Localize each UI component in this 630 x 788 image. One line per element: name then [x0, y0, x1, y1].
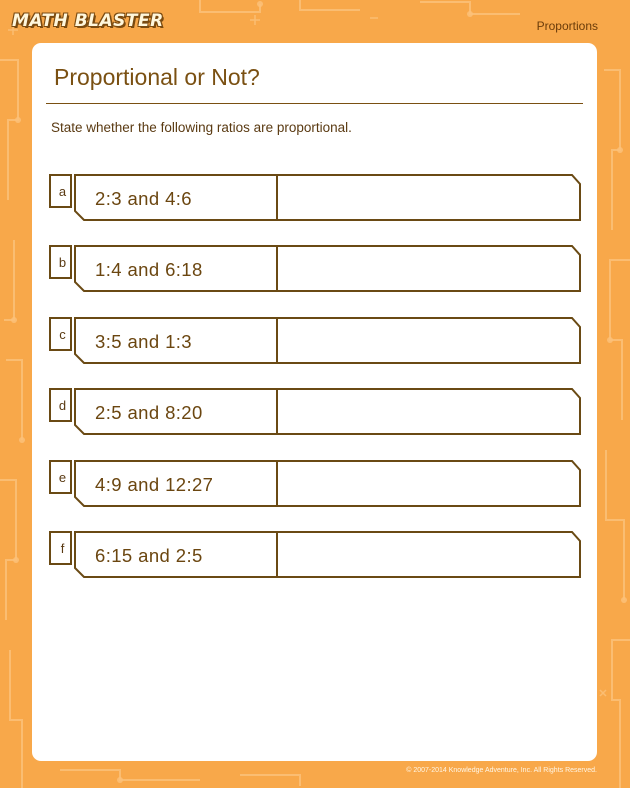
question-letter: d: [58, 398, 67, 413]
question-item-b: [49, 245, 581, 293]
question-letter: f: [60, 541, 65, 556]
question-letter-box: [49, 531, 72, 565]
topic-label: Proportions: [536, 19, 598, 33]
logo-text: MATH BLASTER: [12, 11, 164, 31]
answer-field[interactable]: [282, 463, 572, 505]
question-letter-box: [49, 388, 72, 422]
question-letter: b: [58, 255, 67, 270]
question-item-c: [49, 317, 581, 365]
instruction-text: State whether the following ratios are proportional.: [51, 120, 352, 135]
ratio-text: 2:5 and 8:20: [95, 402, 203, 423]
question-letter: c: [59, 327, 66, 342]
answer-field[interactable]: [282, 320, 572, 362]
answer-field[interactable]: [282, 248, 572, 290]
ratio-text: 2:3 and 4:6: [95, 188, 192, 209]
copyright-text: © 2007-2014 Knowledge Adventure, Inc. All Rights Reserved.: [406, 767, 597, 774]
math-blaster-logo: [12, 9, 164, 33]
question-letter-box: [49, 245, 72, 279]
question-item-f: [49, 531, 581, 579]
ratio-text: 1:4 and 6:18: [95, 259, 203, 280]
title-divider: [46, 103, 583, 104]
question-letter: a: [58, 184, 67, 199]
page-title: Proportional or Not?: [54, 64, 260, 90]
question-letter-box: [49, 174, 72, 208]
ratio-text: 4:9 and 12:27: [95, 474, 214, 495]
answer-field[interactable]: [282, 391, 572, 433]
question-item-e: [49, 460, 581, 508]
ratio-text: 6:15 and 2:5: [95, 545, 203, 566]
question-item-a: [49, 174, 581, 222]
ratio-text: 3:5 and 1:3: [95, 331, 192, 352]
question-item-d: [49, 388, 581, 436]
worksheet-panel: [32, 43, 597, 761]
answer-field[interactable]: [282, 534, 572, 576]
question-letter-box: [49, 317, 72, 351]
question-letter-box: [49, 460, 72, 494]
question-letter: e: [58, 470, 67, 485]
answer-field[interactable]: [282, 177, 572, 219]
